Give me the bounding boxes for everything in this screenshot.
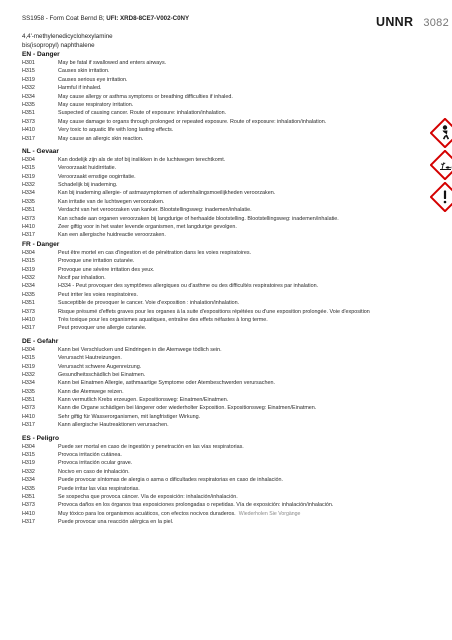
hazard-text: Suspected of causing cancer. Route of exposure: inhalation/inhalation. xyxy=(58,110,227,117)
hazard-code: H315 xyxy=(22,68,35,75)
statement-row xyxy=(22,413,422,421)
hazard-text: Puede ser mortal en caso de ingestión y penetración en las vías respiratorias. xyxy=(58,443,244,450)
hazard-text: Très toxique pour les organismes aquatiques, entraîne des effets néfastes à long terme. xyxy=(58,316,268,323)
hazard-text: Kan een allergische huidreactie veroorzaken. xyxy=(58,232,166,239)
hazard-code: H334 xyxy=(22,190,35,197)
hazard-text: Causes serious eye irritation. xyxy=(58,76,128,83)
statement-row xyxy=(22,274,422,282)
statement-row xyxy=(22,198,422,206)
hazard-code: H373 xyxy=(22,502,35,509)
statement-row xyxy=(22,181,422,189)
statement-row xyxy=(22,421,422,429)
hazard-text: Veroorzaakt ernstige oogirritatie. xyxy=(58,173,136,180)
hazard-code: H317 xyxy=(22,232,35,239)
chemical-name-secondary: bis(isopropyl) naphthalene xyxy=(22,42,95,49)
hazard-code: H301 xyxy=(22,60,35,66)
statement-row xyxy=(22,388,422,396)
hazard-text: Kan dodelijk zijn als de stof bij inslikken in de luchtwegen terechtkomt. xyxy=(58,156,226,163)
statement-row xyxy=(22,324,422,332)
un-number xyxy=(376,15,449,29)
statement-row xyxy=(22,189,422,197)
hazard-statements xyxy=(22,50,422,527)
hazard-code: H410 xyxy=(22,510,35,517)
hazard-code: H351 xyxy=(22,397,35,404)
hazard-code: H315 xyxy=(22,355,35,362)
section-title: NL - Gevaar xyxy=(22,147,59,155)
hazard-code: H373 xyxy=(22,405,35,412)
statement-row xyxy=(22,371,422,379)
hazard-code: H373 xyxy=(22,308,35,315)
hazard-text: Kann die Atemwege reizen. xyxy=(58,388,124,395)
hazard-text: Peut provoquer une allergie cutanée. xyxy=(58,325,147,332)
hazard-text: Kann vermutlich Krebs erzeugen. Expositionsweg: Einatmen/Einatmen. xyxy=(58,397,229,404)
hazard-code: H319 xyxy=(22,173,35,180)
hazard-text: Provoque une irritation cutanée. xyxy=(58,258,135,265)
statement-row xyxy=(22,493,422,501)
section-fr xyxy=(22,240,422,333)
hazard-code: H410 xyxy=(22,224,35,231)
statement-row xyxy=(22,59,422,67)
statement-row xyxy=(22,126,422,134)
hazard-code: H351 xyxy=(22,207,35,214)
hazard-text: Se sospecha que provoca cáncer. Vía de exposición: inhalación/inhalación. xyxy=(58,493,238,500)
hazard-code: H332 xyxy=(22,182,35,189)
statement-row xyxy=(22,266,422,274)
statement-row xyxy=(22,215,422,223)
statement-row xyxy=(22,459,422,467)
statement-row xyxy=(22,76,422,84)
hazard-text: May cause an allergic skin reaction. xyxy=(58,135,144,142)
statement-row xyxy=(22,396,422,404)
section-nl xyxy=(22,147,422,240)
statement-row xyxy=(22,404,422,412)
statement-row xyxy=(22,451,422,459)
hazard-code: H319 xyxy=(22,266,35,273)
statement-row xyxy=(22,118,422,126)
hazard-text: Gesundheitsschädlich bei Einatmen. xyxy=(58,371,146,378)
statement-row xyxy=(22,173,422,181)
statement-row xyxy=(22,282,422,290)
hazard-text: Harmful if inhaled. xyxy=(58,85,102,92)
hazard-code: H304 xyxy=(22,346,35,353)
hazard-text: Kann bei Einatmen Allergie, asthmaartige Symptome oder Atembeschwerden verursachen. xyxy=(58,380,275,387)
hazard-code: H334 xyxy=(22,93,35,100)
label-header xyxy=(22,14,189,23)
hazard-code: H332 xyxy=(22,371,35,378)
hazard-code: H351 xyxy=(22,110,35,117)
statement-row xyxy=(22,476,422,484)
hazard-text: Verdacht van het veroorzaken van kanker. Blootstellingsweg: inademen/inhalatie. xyxy=(58,207,252,214)
hazard-code: H315 xyxy=(22,258,35,265)
section-es xyxy=(22,434,422,527)
section-de xyxy=(22,337,422,430)
statement-row xyxy=(22,308,422,316)
hazard-code: H335 xyxy=(22,101,35,108)
statement-row xyxy=(22,379,422,387)
hazard-text: Kann allergische Hautreaktionen verursachen. xyxy=(58,422,169,429)
hazard-code: H410 xyxy=(22,413,35,420)
chemical-name-primary: 4,4'-methylenedicyclohexylamine xyxy=(22,33,113,40)
hazard-code: H304 xyxy=(22,443,35,450)
hazard-text: Kann die Organe schädigen bei längerer oder wiederholter Exposition. Expositionsweg: Einatmen/Einatmen. xyxy=(58,405,317,412)
hazard-text-extra: Wiederholen Sie Vorgänge xyxy=(238,510,301,517)
statement-row xyxy=(22,299,422,307)
hazard-code: H319 xyxy=(22,363,35,370)
hazard-text: May cause allergy or asthma symptoms or breathing difficulties if inhaled. xyxy=(58,93,233,100)
statement-row xyxy=(22,443,422,451)
section-title: ES - Peligro xyxy=(22,434,60,442)
hazard-code: H410 xyxy=(22,316,35,323)
statement-row xyxy=(22,135,422,143)
hazard-text: Nocivo en caso de inhalación. xyxy=(58,468,130,475)
hazard-text: May cause respiratory irritation. xyxy=(58,101,134,108)
hazard-text: Zeer giftig voor in het water levende organismen, met langdurige gevolgen. xyxy=(58,224,237,231)
hazard-code: H332 xyxy=(22,85,35,92)
hazard-code: H317 xyxy=(22,422,35,429)
hazard-code: H335 xyxy=(22,291,35,298)
hazard-code: H351 xyxy=(22,300,35,307)
hazard-text: Peut être mortel en cas d'ingestion et de pénétration dans les voies respiratoires. xyxy=(58,249,252,256)
section-title: DE - Gefahr xyxy=(22,337,59,345)
statement-row xyxy=(22,518,422,526)
ufi-code: UFI: XRD8-8CE7-V002-C0NY xyxy=(106,15,190,22)
hazard-text: Risque présumé d'effets graves pour les organes à la suite d'expositions répétées ou d'une exposition prolongée. Voie d'exposition xyxy=(58,308,370,315)
hazard-code: H351 xyxy=(22,493,35,500)
hazard-code: H315 xyxy=(22,452,35,459)
hazard-text: Kan bij inademing allergie- of astmasymptomen of ademhalingsmoeilijkheden veroorzaken. xyxy=(58,190,276,197)
section-title: EN - Danger xyxy=(22,51,60,58)
hazard-text: Kann bei Verschlucken und Eindringen in die Atemwege tödlich sein. xyxy=(58,346,222,353)
hazard-code: H335 xyxy=(22,485,35,492)
hazard-text: Provoca irritación ocular grave. xyxy=(58,460,133,467)
statement-row xyxy=(22,363,422,371)
statement-row xyxy=(22,510,422,518)
section-en xyxy=(22,50,422,143)
hazard-text: Muy tóxico para los organismos acuáticos, con efectos nocivos duraderos. xyxy=(58,510,236,517)
statement-row xyxy=(22,93,422,101)
statement-row xyxy=(22,231,422,239)
hazard-code: H334 xyxy=(22,380,35,387)
statement-row xyxy=(22,485,422,493)
statement-row xyxy=(22,156,422,164)
statement-row xyxy=(22,109,422,117)
hazard-text: Verursacht schwere Augenreizung. xyxy=(58,363,142,370)
hazard-text: Provoca irritación cutánea. xyxy=(58,452,122,459)
statement-row xyxy=(22,84,422,92)
statement-row xyxy=(22,101,422,109)
statement-row xyxy=(22,164,422,172)
hazard-text: H334 - Peut provoquer des symptômes allergiques ou d'asthme ou des difficultés respiratoires par inhalation. xyxy=(58,283,319,290)
hazard-code: H304 xyxy=(22,249,35,256)
hazard-text: Puede provocar una reacción alérgica en la piel. xyxy=(58,519,174,526)
hazard-text: Veroorzaakt huidirritatie. xyxy=(58,165,117,172)
statement-row xyxy=(22,223,422,231)
hazard-code: H334 xyxy=(22,283,35,290)
hazard-code: H373 xyxy=(22,118,35,125)
environment-icon xyxy=(430,150,452,180)
hazard-text: Provoca daños en los órganos tras exposiciones prolongadas o repetidas. Vía de exposición: inhalación/inhalación. xyxy=(58,502,334,509)
statement-row xyxy=(22,249,422,257)
hazard-text: Causes skin irritation. xyxy=(58,68,110,75)
hazard-code: H319 xyxy=(22,460,35,467)
hazard-code: H317 xyxy=(22,135,35,142)
hazard-text: Very toxic to aquatic life with long lasting effects. xyxy=(58,127,174,134)
hazard-text: Sehr giftig für Wasserorganismen, mit langfristiger Wirkung. xyxy=(58,413,201,420)
health-hazard-icon xyxy=(430,118,452,148)
chemical-names xyxy=(22,32,113,50)
statement-row xyxy=(22,346,422,354)
statement-row xyxy=(22,468,422,476)
hazard-text: Puede provocar síntomas de alergia o asma o dificultades respiratorias en caso de inhalación. xyxy=(58,477,284,484)
statement-row xyxy=(22,354,422,362)
hazard-code: H332 xyxy=(22,468,35,475)
hazard-text: Nocif par inhalation. xyxy=(58,274,106,281)
hazard-code: H335 xyxy=(22,388,35,395)
hazard-code: H373 xyxy=(22,215,35,222)
statement-row xyxy=(22,67,422,75)
hazard-code: H317 xyxy=(22,325,35,332)
hazard-text: Puede irritar las vías respiratorias. xyxy=(58,485,140,492)
hazard-code: H410 xyxy=(22,127,35,134)
section-title: FR - Danger xyxy=(22,240,60,248)
hazard-code: H315 xyxy=(22,165,35,172)
statement-row xyxy=(22,206,422,214)
exclamation-icon xyxy=(430,182,452,212)
hazard-code: H335 xyxy=(22,198,35,205)
hazard-code: H332 xyxy=(22,274,35,281)
hazard-text: Kan irritatie van de luchtwegen veroorzaken. xyxy=(58,198,165,205)
unnr-value: 3082 xyxy=(423,17,449,29)
hazard-text: Provoque une sévère irritation des yeux. xyxy=(58,266,155,273)
statement-row xyxy=(22,257,422,265)
statement-row xyxy=(22,291,422,299)
hazard-text: May be fatal if swallowed and enters airways. xyxy=(58,60,167,66)
hazard-text: Verursacht Hautreizungen. xyxy=(58,355,122,362)
hazard-text: Schadelijk bij inademing. xyxy=(58,182,118,189)
statement-row xyxy=(22,316,422,324)
statement-row xyxy=(22,501,422,509)
unnr-label: UNNR xyxy=(376,15,414,29)
hazard-code: H334 xyxy=(22,477,35,484)
hazard-code: H319 xyxy=(22,76,35,83)
hazard-text: Kan schade aan organen veroorzaken bij langdurige of herhaalde blootstelling. Blootstellingsweg: inademen/inhalatie. xyxy=(58,215,339,222)
hazard-text: Susceptible de provoquer le cancer. Voie d'exposition : inhalation/inhalation. xyxy=(58,300,240,307)
hazard-text: May cause damage to organs through prolonged or repeated exposure. Route of exposure: inhalation/inhalation. xyxy=(58,118,327,125)
hazard-code: H304 xyxy=(22,156,35,163)
hazard-text: Peut irriter les voies respiratoires. xyxy=(58,291,138,298)
hazard-code: H317 xyxy=(22,519,35,526)
product-name: SS1958 - Form Coat Bernd B; xyxy=(22,15,107,22)
